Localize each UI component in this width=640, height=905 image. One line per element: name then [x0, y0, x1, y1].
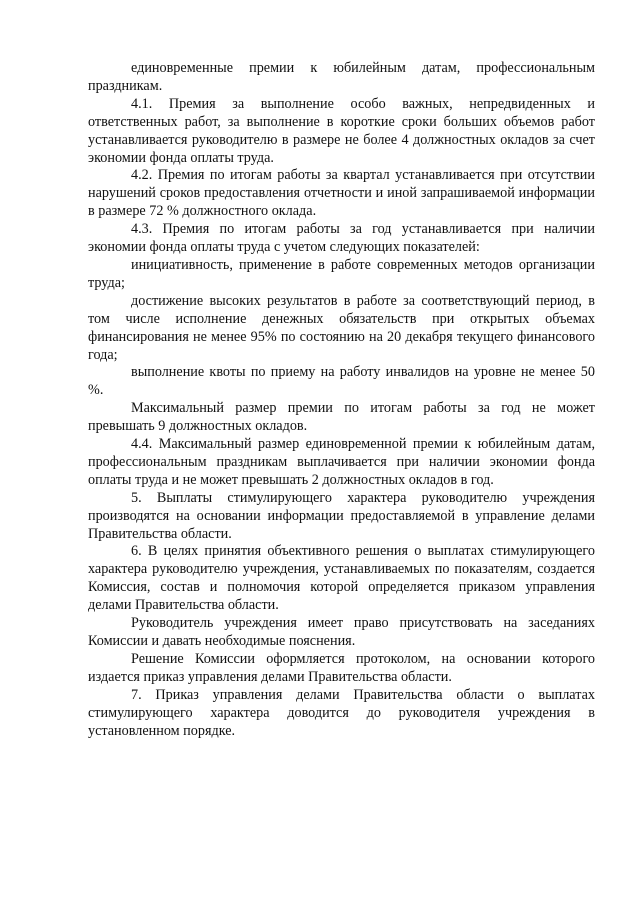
paragraph-5: 5. Выплаты стимулирующего характера руководителю учреждения производятся на основании информации предоставляемой в управление делами Правительства области.	[88, 489, 595, 542]
paragraph-4-4: 4.4. Максимальный размер единовременной премии к юбилейным датам, профессиональным праздникам выплачивается при наличии экономии фонда оплаты труда и не может превышать 2 должностных окладов в год.	[88, 436, 595, 488]
paragraph-commission-decision: Решение Комиссии оформляется протоколом, на основании которого издается приказ управления делами Правительства области.	[88, 650, 595, 685]
paragraph-4-1: 4.1. Премия за выполнение особо важных, непредвиденных и ответственных работ, за выполнение в короткие сроки больших объемов работ устанавливается руководителю в размере не более 4 должностных окладов за счет экономии фонда оплаты труда.	[88, 95, 595, 166]
paragraph-max-annual-bonus: Максимальный размер премии по итогам работы за год не может превышать 9 должностных окладов.	[88, 400, 595, 435]
paragraph-disability-quota: выполнение квоты по приему на работу инвалидов на уровне не менее 50 %.	[88, 364, 595, 399]
paragraph-7: 7. Приказ управления делами Правительства области о выплатах стимулирующего характера доводится до руководителя учреждения в установленном порядке.	[88, 686, 595, 739]
paragraph-bonus-types-continuation: единовременные премии к юбилейным датам, профессиональным праздникам.	[88, 60, 595, 94]
paragraph-6: 6. В целях принятия объективного решения о выплатах стимулирующего характера руководителю учреждения, устанавливаемых по показателям, создается Комиссия, состав и полномочия которой определяется приказом управления делами Правительства области.	[88, 543, 595, 614]
paragraph-high-results: достижение высоких результатов в работе за соответствующий период, в том числе исполнение денежных обязательств при открытых объемах финансирования не менее 95% по состоянию на 20 декабря текущего финансового года;	[88, 292, 595, 363]
document-body	[88, 60, 595, 740]
paragraph-4-3: 4.3. Премия по итогам работы за год устанавливается при наличии экономии фонда оплаты труда с учетом следующих показателей:	[88, 221, 595, 256]
paragraph-initiative: инициативность, применение в работе современных методов организации труда;	[88, 256, 595, 291]
paragraph-head-rights: Руководитель учреждения имеет право присутствовать на заседаниях Комиссии и давать необходимые пояснения.	[88, 615, 595, 649]
paragraph-4-2: 4.2. Премия по итогам работы за квартал устанавливается при отсутствии нарушений сроков предоставления отчетности и иной запрашиваемой информации в размере 72 % должностного оклада.	[88, 167, 595, 220]
